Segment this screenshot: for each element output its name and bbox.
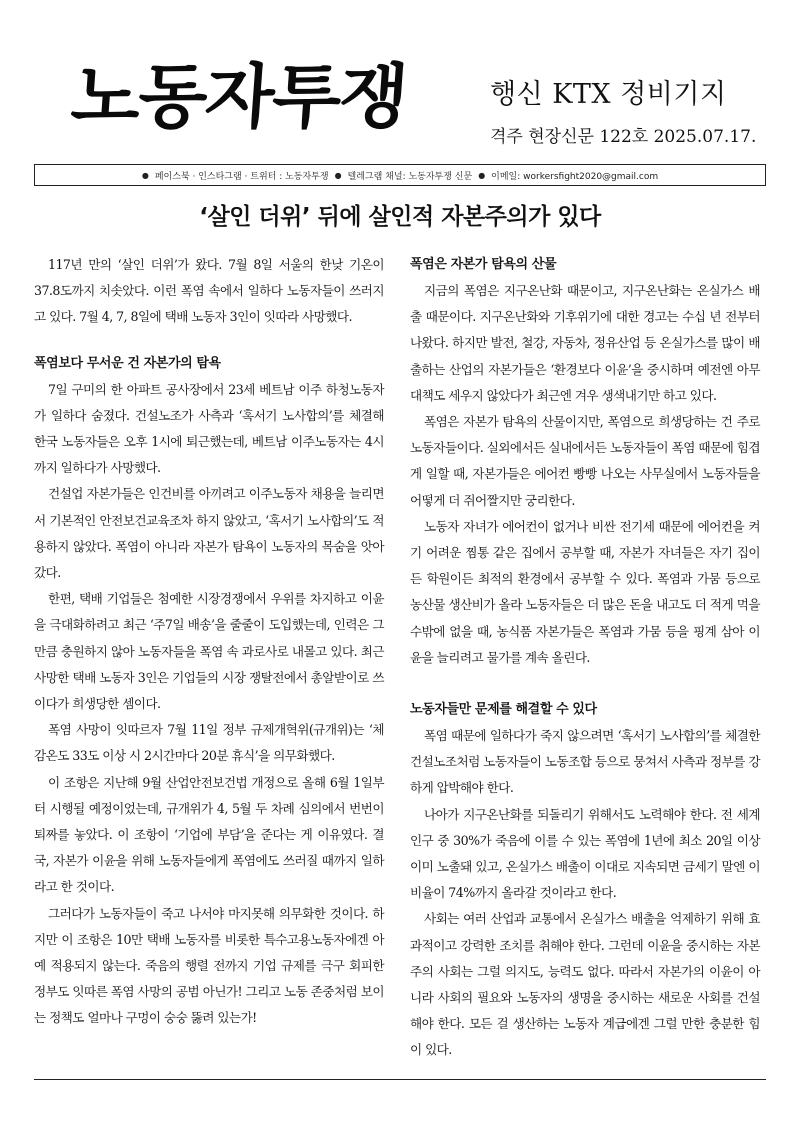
body-paragraph: 이 조항은 지난해 9월 산업안전보건법 개정으로 올해 6월 1일부터 시행될 예정이었는데, 규개위가 4, 5월 두 차례 심의에서 번번이 퇴짜를 놓았다. 이 조항이 ‘기업에 부담’을 준다는 게 이유였다. 결국, 자본가 이윤을 위해 노동자들에게 폭염에도 쓰러질 때까지 일하라고 한 것이다. [34,774,384,895]
contact-bar [34,164,766,186]
right-column [410,252,760,1064]
body-paragraph: 건설업 자본가들은 인건비를 아끼려고 이주노동자 채용을 늘리면서 기본적인 안전보건교육조차 하지 않았고, ‘혹서기 노사합의’도 적용하지 않았다. 폭염이 아니라 자본가 탐욕이 노동자의 목숨을 앗아갔다. [34,486,384,581]
newspaper-logo: 노동자투쟁 [68,56,410,138]
body-paragraph: 7일 구미의 한 아파트 공사장에서 23세 베트남 이주 하청노동자가 일하다 숨졌다. 건설노조가 사측과 ‘혹서기 노사합의’를 체결해 한국 노동자들은 오후 1시에 퇴근했는데, 베트남 이주노동자는 4시까지 일하다가 사망했다. [34,381,384,476]
email-info: 이메일: workersfight2020@gmail.com [491,171,659,182]
intro-paragraph: 117년 만의 ‘살인 더위’가 왔다. 7월 8일 서울의 한낮 기온이 37.8도까지 치솟았다. 이런 폭염 속에서 일하다 노동자들이 쓰러지고 있다. 7월 4, 7, 8일에 택배 노동자 3인이 잇따라 사망했다. [34,257,384,325]
headline: ‘살인 더위’ 뒤에 살인적 자본주의가 있다 [199,204,601,230]
section-heading: 노동자들만 문제를 해결할 수 있다 [410,702,597,718]
body-paragraph: 폭염 때문에 일하다가 죽지 않으려면 ‘혹서기 노사합의’를 체결한 건설노조처럼 노동자들이 노동조합 등으로 뭉쳐서 사측과 정부를 강하게 압박해야 한다. [410,728,760,796]
left-column [34,252,384,1032]
masthead [34,50,766,165]
bullet-icon: ● [141,170,149,180]
body-paragraph: 그러다가 노동자들이 죽고 나서야 마지못해 의무화한 것이다. 하지만 이 조항은 10만 택배 노동자를 비롯한 특수고용노동자에겐 아예 적용되지 않는다. 죽음의 행렬 전까지 기업 규제를 극구 회피한 정부도 잇따른 폭염 사망의 공범 아닌가! 그리고 노동 존중처럼 보이는 정책도 얼마나 구멍이 숭숭 뚫려 있는가! [34,905,384,1026]
body-paragraph: 나아가 지구온난화를 되돌리기 위해서도 노력해야 한다. 전 세계 인구 중 30%가 죽음에 이를 수 있는 폭염에 1년에 최소 20일 이상 이미 노출돼 있고, 온실가스 배출이 이대로 지속되면 금세기 말엔 이 비율이 74%까지 올라갈 것이라고 한다. [410,806,760,901]
footer-divider [34,1079,766,1080]
body-paragraph: 폭염 사망이 잇따르자 7월 11일 정부 규제개혁위(규개위)는 ‘체감온도 33도 이상 시 2시간마다 20분 휴식’을 의무화했다. [34,722,384,764]
bullet-icon: ● [334,170,342,180]
social-media-info: 페이스북 · 인스타그램 · 트위터 : 노동자투쟁 [154,171,329,182]
issue-title: 행신 KTX 정비기지 [490,79,727,110]
body-paragraph: 노동자 자녀가 에어컨이 없거나 비싼 전기세 때문에 에어컨을 켜기 어려운 찜통 같은 집에서 공부할 때, 자본가 자녀들은 자기 집이든 학원이든 최적의 환경에서 공부할 수 있다. 폭염과 가뭄 등으로 농산물 생산비가 올라 노동자들은 더 많은 돈을 내고도 더 적게 먹을 수밖에 없을 때, 농식품 자본가들은 폭염과 가뭄 등을 핑계 삼아 이윤을 늘리려고 물가를 계속 올린다. [410,518,760,665]
section-heading: 폭염보다 무서운 건 자본가의 탐욕 [34,355,221,371]
bullet-icon: ● [478,170,486,180]
section-heading: 폭염은 자본가 탐욕의 산물 [410,257,557,272]
body-paragraph: 사회는 여러 산업과 교통에서 온실가스 배출을 억제하기 위해 효과적이고 강력한 조치를 취해야 한다. 그런데 이윤을 중시하는 자본주의 사회는 그럴 의지도, 능력도 없다. 따라서 자본가의 이윤이 아니라 사회의 필요와 노동자의 생명을 중시하는 새로운 사회를 건설해야 한다. 모든 걸 생산하는 노동자 계급에겐 그럴 만한 충분한 힘이 있다. [410,911,760,1058]
telegram-info: 텔레그램 채널: 노동자투쟁 신문 [347,171,473,182]
body-paragraph: 지금의 폭염은 지구온난화 때문이고, 지구온난화는 온실가스 배출 때문이다. 지구온난화와 기후위기에 대한 경고는 수십 년 전부터 나왔다. 하지만 발전, 철강, 자동차, 정유산업 등 온실가스를 많이 배출하는 산업의 자본가들은 ‘환경보다 이윤’을 중시하며 예전엔 아무 대책도 세우지 않았다가 최근엔 겨우 생색내기만 하고 있다. [410,283,760,403]
body-paragraph: 폭염은 자본가 탐욕의 산물이지만, 폭염으로 희생당하는 건 주로 노동자들이다. 실외에서든 실내에서든 노동자들이 폭염 때문에 힘겹게 일할 때, 자본가들은 에어컨 빵빵 나오는 사무실에서 노동자들을 어떻게 더 쥐어짤지만 궁리한다. [410,414,760,508]
issue-info: 격주 현장신문 122호 2025.07.17. [490,127,757,147]
body-paragraph: 한편, 택배 기업들은 첨예한 시장경쟁에서 우위를 차지하고 이윤을 극대화하려고 최근 ‘주7일 배송’을 줄줄이 도입했는데, 인력은 그만큼 충원하지 않아 노동자들을 폭염 속 과로사로 내몰고 있다. 최근 사망한 택배 노동자 3인은 기업들의 시장 쟁탈전에서 총알받이로 쓰이다가 희생당한 셈이다. [34,591,384,712]
